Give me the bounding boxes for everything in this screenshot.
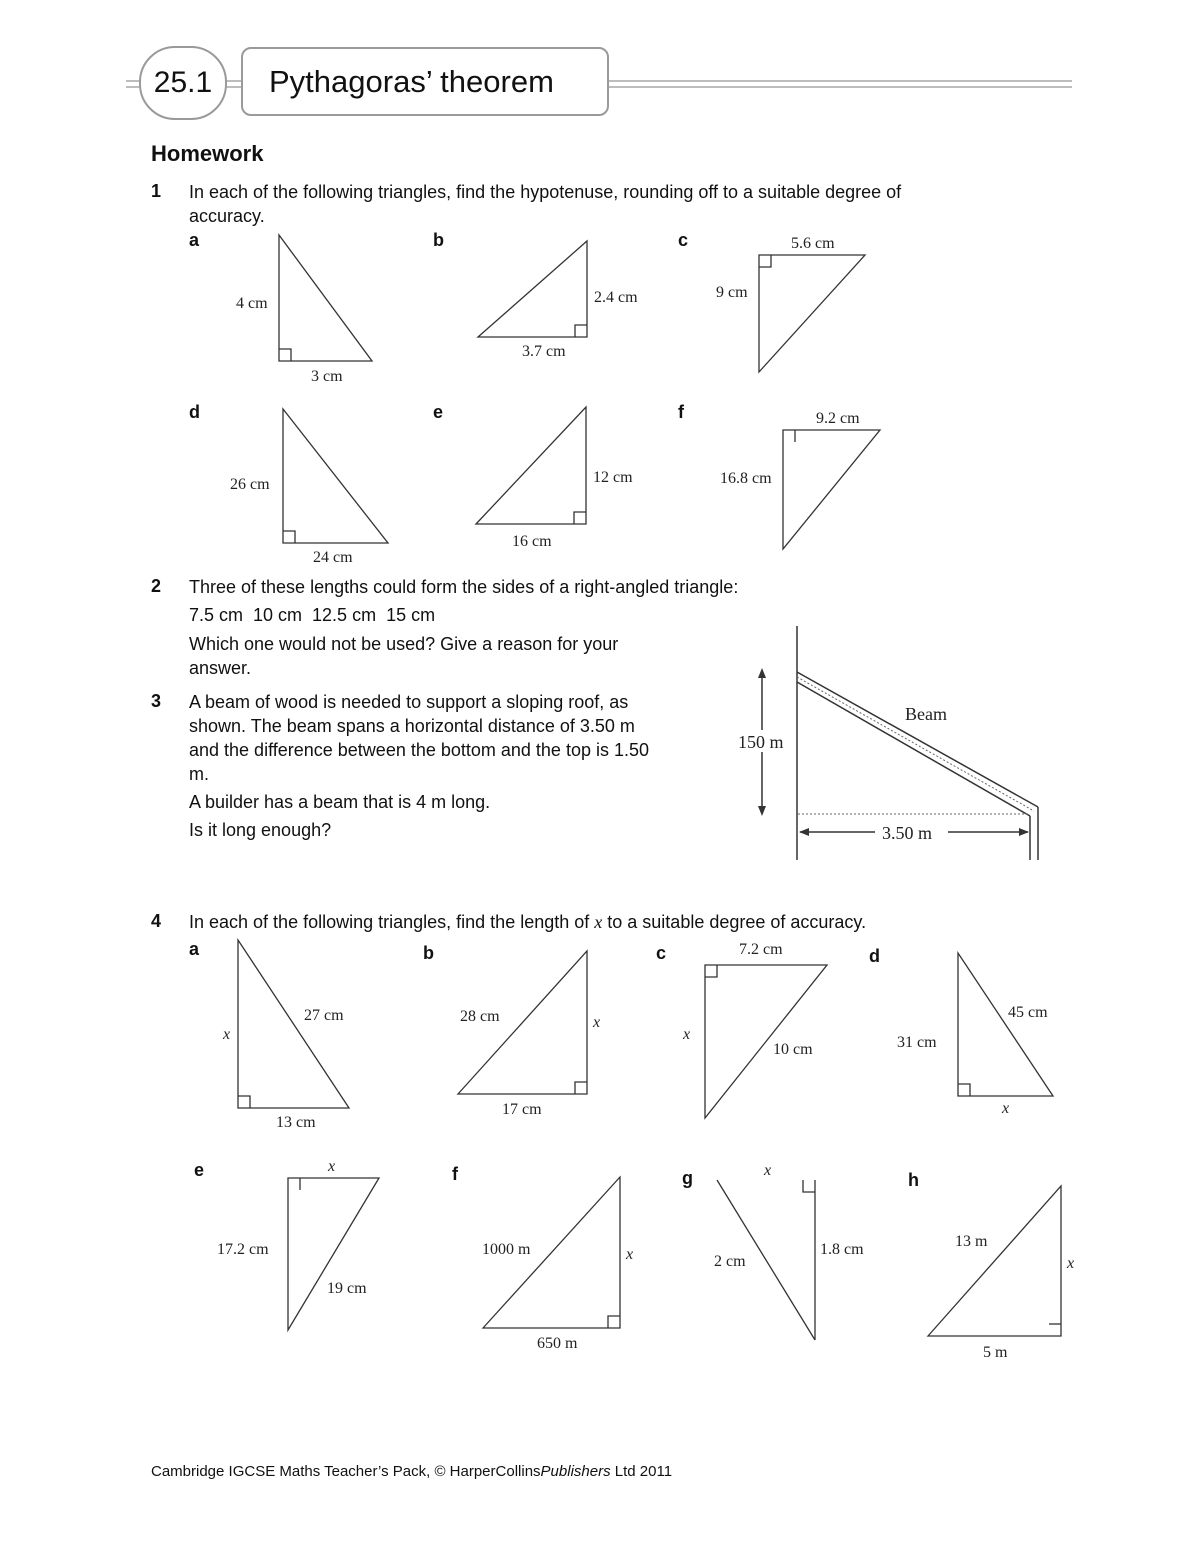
q1d-right-angle <box>283 531 295 543</box>
q4g-hyp: 2 cm <box>714 1253 746 1270</box>
q1-letter-a: a <box>189 230 200 250</box>
q4-letter-e: e <box>194 1160 205 1180</box>
q4b-unknown: x <box>593 1014 601 1031</box>
q4a-base: 13 cm <box>276 1114 316 1131</box>
q4-letter-c: c <box>656 943 667 963</box>
q1-diagrams <box>0 0 1200 600</box>
q3-line2: shown. The beam spans a horizontal distance of 3.50 m <box>189 716 635 736</box>
q2-number: 2 <box>151 576 162 596</box>
q4h-hyp: 13 m <box>955 1233 988 1250</box>
q4-letter-g: g <box>682 1168 693 1188</box>
q1f-side2: 16.8 cm <box>720 470 772 487</box>
q4c-unknown: x <box>683 1026 691 1043</box>
q1-letter-e: e <box>433 402 444 422</box>
q3-line3: and the difference between the bottom and the top is 1.50 <box>189 740 650 760</box>
q3-span-arrowhead-right <box>1019 828 1029 836</box>
q4h-unknown: x <box>1067 1255 1075 1272</box>
q1d-side2: 24 cm <box>313 549 353 566</box>
q3-roof-diagram <box>720 620 1060 870</box>
q2-line2: 7.5 cm 10 cm 12.5 cm 15 cm <box>189 605 436 625</box>
q1d-side1: 26 cm <box>230 476 270 493</box>
q4b-right-angle <box>575 1082 587 1094</box>
q1e-side1: 12 cm <box>593 469 633 486</box>
q2-line4: answer. <box>189 658 252 678</box>
q1b-triangle <box>478 241 587 337</box>
q4f-unknown: x <box>626 1246 634 1263</box>
q3-beam-lower <box>797 682 1030 816</box>
q4g-right-angle <box>803 1180 815 1192</box>
q4-diagrams <box>0 900 1200 1380</box>
q4-letter-b: b <box>423 943 434 963</box>
q1b-side1: 2.4 cm <box>594 289 638 306</box>
q1-text-line2: accuracy. <box>189 206 265 226</box>
q1a-side1: 4 cm <box>236 295 268 312</box>
q4d-side: 31 cm <box>897 1034 937 1051</box>
q4c-top: 7.2 cm <box>739 941 783 958</box>
footer-copyright <box>151 1463 672 1480</box>
q1c-triangle <box>759 255 865 372</box>
q4b-hyp: 28 cm <box>460 1008 500 1025</box>
q1c-right-angle <box>759 255 771 267</box>
q4e-side: 17.2 cm <box>217 1241 269 1258</box>
q1f-triangle <box>783 430 880 549</box>
q1-text-line1: In each of the following triangles, find the hypotenuse, rounding off to a suitable degree of <box>189 182 902 202</box>
q1b-right-angle <box>575 325 587 337</box>
q3-line4: m. <box>189 764 209 784</box>
section-number-text: 25.1 <box>153 66 213 99</box>
q4-letter-a: a <box>189 939 200 959</box>
q1b-side2: 3.7 cm <box>522 343 566 360</box>
q4-letter-f: f <box>452 1164 458 1184</box>
q4-letter-h: h <box>908 1170 919 1190</box>
homework-heading: Homework <box>151 141 264 166</box>
q4f-right-angle <box>608 1316 620 1328</box>
q4d-triangle <box>958 953 1053 1096</box>
footer-after: Ltd 2011 <box>610 1463 673 1480</box>
q4e-unknown: x <box>328 1158 336 1175</box>
q4d-right-angle <box>958 1084 970 1096</box>
q1-letter-c: c <box>678 230 689 250</box>
q4g-side: 1.8 cm <box>820 1241 864 1258</box>
q1-letter-b: b <box>433 230 444 250</box>
q1d-triangle <box>283 409 388 543</box>
q4a-unknown: x <box>223 1026 231 1043</box>
q3-height-arrowhead-top <box>758 668 766 678</box>
q1a-right-angle <box>279 349 291 361</box>
q1c-side1: 5.6 cm <box>791 235 835 252</box>
q4h-triangle <box>928 1186 1061 1336</box>
q4-variable: x <box>594 912 603 932</box>
q4-text-after: to a suitable degree of accuracy. <box>602 912 867 932</box>
q4h-base: 5 m <box>983 1344 1008 1361</box>
q4f-hyp: 1000 m <box>482 1241 531 1258</box>
q4a-triangle <box>238 940 349 1108</box>
footer-before: Cambridge IGCSE Maths Teacher’s Pack, © HarperCollins <box>151 1463 541 1480</box>
q4a-right-angle <box>238 1096 250 1108</box>
q3-line5: A builder has a beam that is 4 m long. <box>189 792 491 812</box>
footer-italic: Publishers <box>540 1463 611 1480</box>
q1-letter-d: d <box>189 402 200 422</box>
q4e-hyp: 19 cm <box>327 1280 367 1297</box>
q2-line3: Which one would not be used? Give a reason for your <box>189 634 619 654</box>
q4c-hyp: 10 cm <box>773 1041 813 1058</box>
q1-number: 1 <box>151 181 162 201</box>
q3-height-arrowhead-bottom <box>758 806 766 816</box>
q3-span-label: 3.50 m <box>882 823 933 843</box>
q4d-hyp: 45 cm <box>1008 1004 1048 1021</box>
q1e-right-angle <box>574 512 586 524</box>
q4e-triangle <box>288 1178 379 1330</box>
q4g-unknown: x <box>764 1162 772 1179</box>
q1e-triangle <box>476 407 586 524</box>
q1e-side2: 16 cm <box>512 533 552 550</box>
q3-number: 3 <box>151 691 162 711</box>
q1f-side1: 9.2 cm <box>816 410 860 427</box>
q4-text-before: In each of the following triangles, find the length of <box>189 912 595 932</box>
q2-line1: Three of these lengths could form the sides of a right-angled triangle: <box>189 577 739 597</box>
q3-height-label: 150 m <box>738 732 784 752</box>
q1c-side2: 9 cm <box>716 284 748 301</box>
q4-number: 4 <box>151 911 162 931</box>
q4d-unknown: x <box>1002 1100 1010 1117</box>
q4f-base: 650 m <box>537 1335 578 1352</box>
q4c-right-angle <box>705 965 717 977</box>
q3-line1: A beam of wood is needed to support a sloping roof, as <box>189 692 629 712</box>
q1a-side2: 3 cm <box>311 368 343 385</box>
q1-letter-f: f <box>678 402 684 422</box>
q3-beam-hatch <box>797 677 1034 811</box>
q3-beam-upper <box>797 672 1038 807</box>
q1a-triangle <box>279 235 372 361</box>
q3-line6: Is it long enough? <box>189 820 332 840</box>
page-title-text: Pythagoras’ theorem <box>269 63 554 99</box>
q3-span-arrowhead-left <box>799 828 809 836</box>
q4a-hyp: 27 cm <box>304 1007 344 1024</box>
q4-letter-d: d <box>869 946 880 966</box>
q4b-base: 17 cm <box>502 1101 542 1118</box>
q3-beam-label: Beam <box>905 704 947 724</box>
